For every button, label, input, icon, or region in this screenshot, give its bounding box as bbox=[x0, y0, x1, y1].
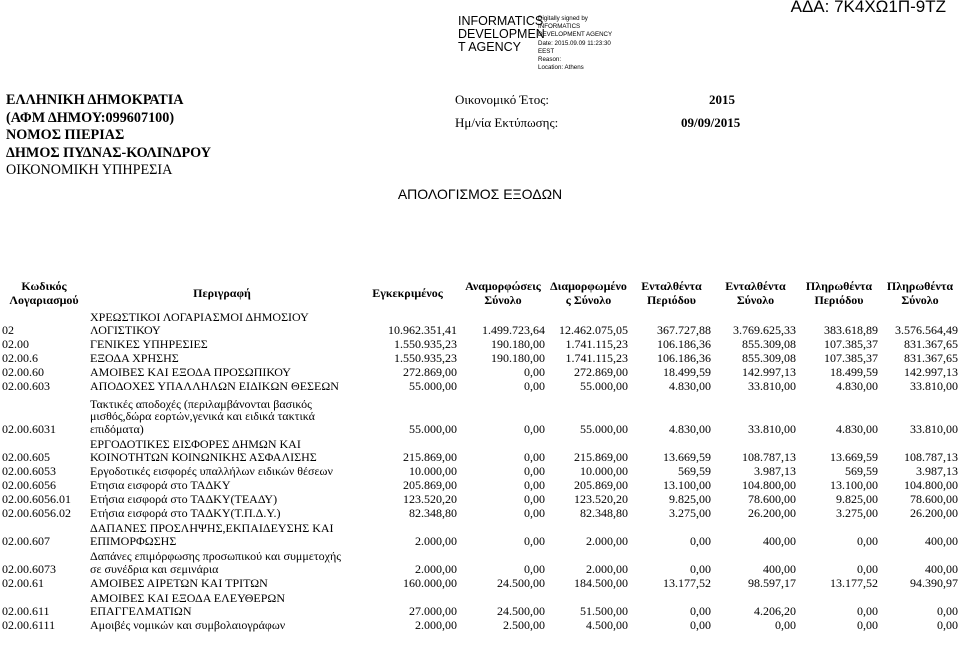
table-row bbox=[0, 435, 960, 463]
description-cell: ΔΑΠΑΝΕΣ ΠΡΟΣΛΗΨΗΣ,ΕΚΠΑΙΔΕΥΣΗΣ ΚΑΙ ΕΠΙΜΟΡΦΩΣΗΣ bbox=[90, 521, 334, 548]
revised-total-cell: 51.500,00 bbox=[580, 603, 628, 618]
account-code-cell: 02.00.6111 bbox=[2, 617, 56, 632]
approved-cell: 10.962.351,41 bbox=[388, 322, 457, 337]
column-header: Εγκεκριμένος bbox=[372, 285, 443, 300]
committed-period-cell: 13.100,00 bbox=[663, 477, 711, 492]
adjustments-total-cell: 0,00 bbox=[524, 421, 545, 436]
committed-total-cell: 400,00 bbox=[763, 533, 796, 548]
committed-total-cell: 33.810,00 bbox=[748, 378, 796, 393]
column-header: Ενταλθέντα Περιόδου bbox=[641, 278, 702, 307]
header-line: ΔΗΜΟΣ ΠΥΔΝΑΣ-ΚΟΛΙΝΔΡΟΥ bbox=[6, 144, 212, 161]
revised-total-cell: 55.000,00 bbox=[580, 378, 628, 393]
adjustments-total-cell: 24.500,00 bbox=[497, 575, 545, 590]
description-cell: ΕΞΟΔΑ ΧΡΗΣΗΣ bbox=[90, 350, 179, 365]
paid-period-cell: 107.385,37 bbox=[824, 350, 878, 365]
table-row bbox=[0, 378, 960, 392]
committed-period-cell: 18.499,59 bbox=[663, 364, 711, 379]
signature-detail-line: Reason: bbox=[538, 56, 562, 64]
committed-period-cell: 13.669,59 bbox=[663, 449, 711, 464]
table-row bbox=[0, 547, 960, 575]
committed-total-cell: 3.769.625,33 bbox=[733, 322, 796, 337]
paid-total-cell: 33.810,00 bbox=[910, 421, 958, 436]
approved-cell: 215.869,00 bbox=[403, 449, 457, 464]
table-row bbox=[0, 308, 960, 336]
account-code-cell: 02.00.6056.01 bbox=[2, 491, 71, 506]
adjustments-total-cell: 190.180,00 bbox=[491, 350, 545, 365]
account-code-cell: 02.00.6031 bbox=[2, 421, 56, 436]
paid-period-cell: 3.275,00 bbox=[836, 505, 878, 520]
table-row bbox=[0, 392, 960, 435]
committed-total-cell: 104.800,00 bbox=[742, 477, 796, 492]
revised-total-cell: 2.000,00 bbox=[586, 561, 628, 576]
revised-total-cell: 272.869,00 bbox=[574, 364, 628, 379]
table-row bbox=[0, 575, 960, 589]
column-header: Ενταλθέντα Σύνολο bbox=[725, 278, 786, 307]
description-cell: Ετησια εισφορά στο ΤΑΔΚΥ bbox=[90, 477, 231, 492]
account-code-cell: 02.00.6073 bbox=[2, 561, 56, 576]
committed-period-cell: 0,00 bbox=[690, 533, 711, 548]
committed-total-cell: 855.309,08 bbox=[742, 336, 796, 351]
approved-cell: 2.000,00 bbox=[415, 533, 457, 548]
committed-period-cell: 9.825,00 bbox=[669, 491, 711, 506]
approved-cell: 55.000,00 bbox=[409, 378, 457, 393]
paid-period-cell: 13.177,52 bbox=[830, 575, 878, 590]
signature-name bbox=[458, 14, 545, 54]
paid-total-cell: 78.600,00 bbox=[910, 491, 958, 506]
paid-period-cell: 107.385,37 bbox=[824, 336, 878, 351]
signature-name-line: DEVELOPMEN bbox=[458, 27, 545, 41]
adjustments-total-cell: 24.500,00 bbox=[497, 603, 545, 618]
adjustments-total-cell: 0,00 bbox=[524, 477, 545, 492]
committed-total-cell: 0,00 bbox=[775, 617, 796, 632]
paid-period-cell: 0,00 bbox=[857, 561, 878, 576]
account-code-cell: 02.00.60 bbox=[2, 364, 44, 379]
approved-cell: 1.550.935,23 bbox=[394, 350, 457, 365]
adjustments-total-cell: 0,00 bbox=[524, 533, 545, 548]
signature-details bbox=[538, 15, 612, 72]
committed-period-cell: 106.186,36 bbox=[657, 350, 711, 365]
table-row bbox=[0, 477, 960, 491]
fiscal-year-value: 2015 bbox=[709, 92, 735, 107]
paid-period-cell: 18.499,59 bbox=[830, 364, 878, 379]
revised-total-cell: 10.000,00 bbox=[580, 463, 628, 478]
revised-total-cell: 184.500,00 bbox=[574, 575, 628, 590]
committed-period-cell: 3.275,00 bbox=[669, 505, 711, 520]
committed-period-cell: 106.186,36 bbox=[657, 336, 711, 351]
signature-detail-line: Digitally signed by bbox=[538, 15, 588, 22]
paid-total-cell: 26.200,00 bbox=[910, 505, 958, 520]
adjustments-total-cell: 190.180,00 bbox=[491, 336, 545, 351]
table-row bbox=[0, 589, 960, 617]
paid-period-cell: 0,00 bbox=[857, 603, 878, 618]
paid-period-cell: 9.825,00 bbox=[836, 491, 878, 506]
account-code-cell: 02.00.6056.02 bbox=[2, 505, 71, 520]
paid-total-cell: 831.367,65 bbox=[904, 336, 958, 351]
approved-cell: 10.000,00 bbox=[409, 463, 457, 478]
approved-cell: 205.869,00 bbox=[403, 477, 457, 492]
account-code-cell: 02.00 bbox=[2, 336, 29, 351]
description-cell: ΑΜΟΙΒΕΣ ΚΑΙ ΕΞΟΔΑ ΠΡΟΣΩΠΙΚΟΥ bbox=[90, 364, 291, 379]
description-cell: Αμοιβές νομικών και συμβολαιογράφων bbox=[90, 617, 286, 632]
column-header: Διαμορφωμένο ς Σύνολο bbox=[550, 278, 627, 307]
description-cell: ΕΡΓΟΔΟΤΙΚΕΣ ΕΙΣΦΟΡΕΣ ΔΗΜΩΝ ΚΑΙ ΚΟΙΝΟΤΗΤΩΝ ΚΟΙΝΩΝΙΚΗΣ ΑΣΦΑΛΙΣΗΣ bbox=[90, 437, 317, 464]
digital-signature bbox=[458, 15, 612, 72]
table-row bbox=[0, 491, 960, 505]
revised-total-cell: 82.348,80 bbox=[580, 505, 628, 520]
adjustments-total-cell: 0,00 bbox=[524, 561, 545, 576]
column-header: Περιγραφή bbox=[193, 285, 251, 300]
adjustments-total-cell: 0,00 bbox=[524, 491, 545, 506]
description-cell: Εργοδοτικές εισφορές υπαλλήλων ειδικών θέσεων bbox=[90, 463, 333, 478]
signature-detail-line: INFORMATICS bbox=[538, 23, 581, 31]
signature-detail-line: DEVELOPMENT AGENCY bbox=[538, 31, 613, 39]
paid-total-cell: 3.576.564,49 bbox=[895, 322, 958, 337]
paid-period-cell: 0,00 bbox=[857, 617, 878, 632]
adjustments-total-cell: 0,00 bbox=[524, 364, 545, 379]
description-cell: Δαπάνες επιμόρφωσης προσωπικού και συμμετοχής σε συνέδρια και σεμινάρια bbox=[90, 549, 342, 576]
revised-total-cell: 1.741.115,23 bbox=[565, 336, 628, 351]
table-row bbox=[0, 519, 960, 547]
committed-period-cell: 569,59 bbox=[678, 463, 711, 478]
account-code-cell: 02.00.605 bbox=[2, 449, 50, 464]
adjustments-total-cell: 0,00 bbox=[524, 449, 545, 464]
signature-name-line: T AGENCY bbox=[458, 40, 521, 54]
table-row bbox=[0, 350, 960, 364]
committed-period-cell: 13.177,52 bbox=[663, 575, 711, 590]
paid-total-cell: 3.987,13 bbox=[916, 463, 958, 478]
expense-table bbox=[0, 277, 960, 631]
revised-total-cell: 55.000,00 bbox=[580, 421, 628, 436]
signature-detail-line: EEST bbox=[538, 47, 555, 55]
revised-total-cell: 215.869,00 bbox=[574, 449, 628, 464]
account-code-cell: 02 bbox=[2, 322, 14, 337]
paid-period-cell: 13.669,59 bbox=[830, 449, 878, 464]
paid-total-cell: 0,00 bbox=[937, 617, 958, 632]
description-cell: ΓΕΝΙΚΕΣ ΥΠΗΡΕΣΙΕΣ bbox=[90, 336, 208, 351]
committed-total-cell: 78.600,00 bbox=[748, 491, 796, 506]
approved-cell: 1.550.935,23 bbox=[394, 336, 457, 351]
paid-total-cell: 142.997,13 bbox=[904, 364, 958, 379]
paid-total-cell: 94.390,97 bbox=[910, 575, 958, 590]
paid-total-cell: 33.810,00 bbox=[910, 378, 958, 393]
paid-period-cell: 0,00 bbox=[857, 533, 878, 548]
signature-detail-line: Location: Athens bbox=[538, 64, 584, 72]
adjustments-total-cell: 0,00 bbox=[524, 463, 545, 478]
paid-total-cell: 108.787,13 bbox=[904, 449, 958, 464]
header-line: ΝΟΜΟΣ ΠΙΕΡΙΑΣ bbox=[6, 127, 125, 143]
table-row bbox=[0, 505, 960, 519]
column-header: Κωδικός Λογαριασμού bbox=[9, 278, 79, 307]
table-row bbox=[0, 364, 960, 378]
approved-cell: 2.000,00 bbox=[415, 617, 457, 632]
header-line: ΟΙΚΟΝΟΜΙΚΗ ΥΠΗΡΕΣΙΑ bbox=[6, 162, 173, 178]
account-code-cell: 02.00.611 bbox=[2, 603, 50, 618]
revised-total-cell: 2.000,00 bbox=[586, 533, 628, 548]
paid-total-cell: 400,00 bbox=[925, 533, 958, 548]
approved-cell: 27.000,00 bbox=[409, 603, 457, 618]
paid-period-cell: 383.618,89 bbox=[824, 322, 878, 337]
fiscal-year-label: Οικονομικό Έτος: bbox=[455, 92, 550, 107]
paid-total-cell: 831.367,65 bbox=[904, 350, 958, 365]
description-cell: Τακτικές αποδοχές (περιλαμβάνονται βασικός μισθός,δώρα εορτών,γενικά και ειδικά τακτικά επιδόματα) bbox=[90, 396, 315, 436]
committed-period-cell: 367.727,88 bbox=[657, 322, 711, 337]
table-body bbox=[0, 308, 960, 631]
committed-period-cell: 4.830,00 bbox=[669, 421, 711, 436]
organization-header bbox=[6, 92, 211, 180]
description-cell: ΧΡΕΩΣΤΙΚΟΙ ΛΟΓΑΡΙΑΣΜΟΙ ΔΗΜΟΣΙΟΥ ΛΟΓΙΣΤΙΚΟΥ bbox=[90, 310, 309, 337]
table-row bbox=[0, 617, 960, 631]
revised-total-cell: 1.741.115,23 bbox=[565, 350, 628, 365]
paid-period-cell: 4.830,00 bbox=[836, 421, 878, 436]
description-cell: Ετήσια εισφορά στο ΤΑΔΚΥ(Τ.Π.Δ.Υ.) bbox=[90, 505, 281, 520]
committed-period-cell: 4.830,00 bbox=[669, 378, 711, 393]
paid-total-cell: 400,00 bbox=[925, 561, 958, 576]
paid-period-cell: 4.830,00 bbox=[836, 378, 878, 393]
approved-cell: 160.000,00 bbox=[403, 575, 457, 590]
committed-total-cell: 98.597,17 bbox=[748, 575, 796, 590]
table-row bbox=[0, 336, 960, 350]
paid-total-cell: 104.800,00 bbox=[904, 477, 958, 492]
account-code-cell: 02.00.6053 bbox=[2, 463, 56, 478]
committed-total-cell: 855.309,08 bbox=[742, 350, 796, 365]
account-code-cell: 02.00.607 bbox=[2, 533, 50, 548]
adjustments-total-cell: 1.499.723,64 bbox=[482, 322, 545, 337]
revised-total-cell: 123.520,20 bbox=[574, 491, 628, 506]
paid-period-cell: 13.100,00 bbox=[830, 477, 878, 492]
adjustments-total-cell: 2.500,00 bbox=[503, 617, 545, 632]
column-header: Πληρωθέντα Περιόδου bbox=[805, 278, 873, 307]
account-code-cell: 02.00.6056 bbox=[2, 477, 56, 492]
signature-detail-line: Date: 2015.09.09 11:23:30 bbox=[538, 39, 611, 47]
column-header: Αναμορφώσεις Σύνολο bbox=[465, 278, 541, 307]
ada-code: ΑΔΑ: 7Κ4ΧΩ1Π-9ΤΖ bbox=[790, 0, 946, 16]
revised-total-cell: 4.500,00 bbox=[586, 617, 628, 632]
committed-total-cell: 26.200,00 bbox=[748, 505, 796, 520]
header-line: (ΑΦΜ ΔΗΜΟΥ:099607100) bbox=[6, 109, 175, 126]
committed-period-cell: 0,00 bbox=[690, 603, 711, 618]
print-date-value: 09/09/2015 bbox=[681, 115, 741, 130]
description-cell: Ετήσια εισφορά στο ΤΑΔΚΥ(ΤΕΑΔΥ) bbox=[90, 491, 278, 506]
paid-period-cell: 569,59 bbox=[845, 463, 878, 478]
committed-total-cell: 33.810,00 bbox=[748, 421, 796, 436]
approved-cell: 2.000,00 bbox=[415, 561, 457, 576]
description-cell: ΑΜΟΙΒΕΣ ΚΑΙ ΕΞΟΔΑ ΕΛΕΥΘΕΡΩΝ ΕΠΑΓΓΕΛΜΑΤΙΩΝ bbox=[90, 591, 285, 618]
description-cell: ΑΠΟΔΟΧΕΣ ΥΠΑΛΛΗΛΩΝ ΕΙΔΙΚΩΝ ΘΕΣΕΩΝ bbox=[90, 378, 339, 393]
approved-cell: 272.869,00 bbox=[403, 364, 457, 379]
header-line: ΕΛΛΗΝΙΚΗ ΔΗΜΟΚΡΑΤΙΑ bbox=[6, 92, 184, 108]
committed-period-cell: 0,00 bbox=[690, 561, 711, 576]
description-cell: ΑΜΟΙΒΕΣ ΑΙΡΕΤΩΝ ΚΑΙ ΤΡΙΤΩΝ bbox=[90, 575, 268, 590]
signature-name-line: INFORMATICS bbox=[458, 14, 544, 28]
paid-total-cell: 0,00 bbox=[937, 603, 958, 618]
adjustments-total-cell: 0,00 bbox=[524, 505, 545, 520]
account-code-cell: 02.00.603 bbox=[2, 378, 50, 393]
committed-total-cell: 142.997,13 bbox=[742, 364, 796, 379]
revised-total-cell: 12.462.075,05 bbox=[559, 322, 628, 337]
report-title: ΑΠΟΛΟΓΙΣΜΟΣ ΕΞΟΔΩΝ bbox=[397, 186, 563, 202]
adjustments-total-cell: 0,00 bbox=[524, 378, 545, 393]
print-date-label: Ημ/νία Εκτύπωσης: bbox=[455, 115, 559, 130]
table-header-row bbox=[0, 277, 960, 308]
committed-total-cell: 108.787,13 bbox=[742, 449, 796, 464]
account-code-cell: 02.00.61 bbox=[2, 575, 44, 590]
approved-cell: 82.348,80 bbox=[409, 505, 457, 520]
approved-cell: 123.520,20 bbox=[403, 491, 457, 506]
committed-total-cell: 3.987,13 bbox=[754, 463, 796, 478]
committed-period-cell: 0,00 bbox=[690, 617, 711, 632]
committed-total-cell: 4.206,20 bbox=[754, 603, 796, 618]
column-header: Πληρωθέντα Σύνολο bbox=[886, 278, 954, 307]
revised-total-cell: 205.869,00 bbox=[574, 477, 628, 492]
account-code-cell: 02.00.6 bbox=[2, 350, 38, 365]
committed-total-cell: 400,00 bbox=[763, 561, 796, 576]
table-row bbox=[0, 463, 960, 477]
approved-cell: 55.000,00 bbox=[409, 421, 457, 436]
